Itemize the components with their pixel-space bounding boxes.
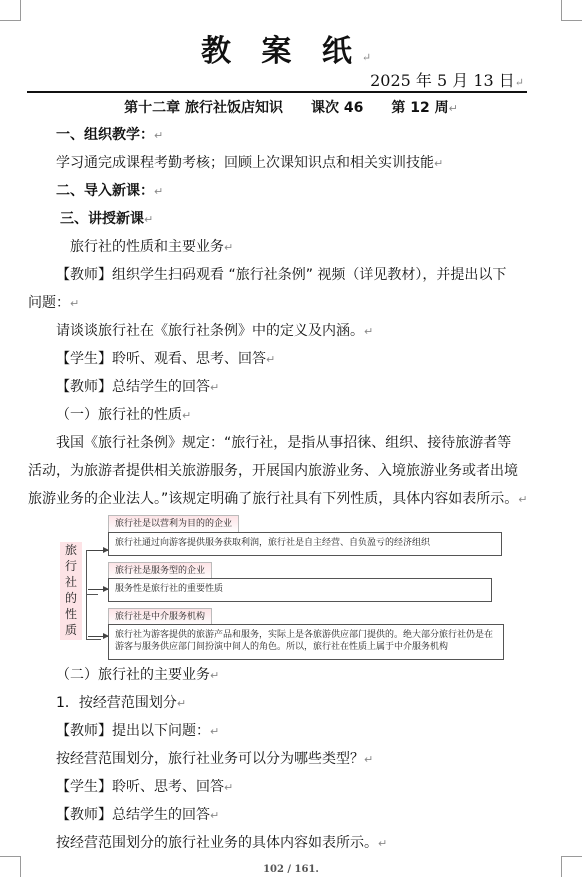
list-item-scope: 1．按经营范围划分↵ bbox=[56, 695, 187, 711]
topic-title: 旅行社的性质和主要业务↵ bbox=[70, 239, 234, 255]
chapter-name: 第十二章 旅行社饭店知识 bbox=[124, 100, 284, 116]
teacher-question-prompt: 【教师】提出以下问题：↵ bbox=[56, 723, 220, 739]
diagram-row-1-header: 旅行社是以营利为目的的企业 bbox=[108, 515, 239, 533]
diagram-row-2-content: 服务性是旅行社的重要性质 bbox=[108, 578, 492, 602]
lesson-number: 课次 46 bbox=[311, 100, 364, 116]
diagram-bracket bbox=[86, 550, 101, 640]
week-number: 第 12 周 bbox=[391, 100, 449, 116]
diagram-row-3-arrow bbox=[88, 636, 108, 637]
chapter-heading: 第十二章 旅行社饭店知识 课次 46 第 12 周↵ bbox=[124, 100, 458, 116]
subsection-nature: （一）旅行社的性质↵ bbox=[56, 407, 192, 423]
section-heading-organize: 一、组织教学：↵ bbox=[56, 127, 164, 143]
crop-mark-top-right bbox=[561, 0, 582, 21]
teacher-summary-2: 【教师】总结学生的回答↵ bbox=[56, 807, 220, 823]
diagram-row-2-arrow bbox=[88, 589, 108, 590]
crop-mark-top-left bbox=[0, 0, 21, 21]
lesson-date: 2025 年 5 月 13 日↵ bbox=[370, 71, 524, 90]
organize-text: 学习通完成课程考勤考核；回顾上次课知识点和相关实训技能↵ bbox=[56, 155, 444, 171]
teacher-instruction-line-1: 【教师】组织学生扫码观看 “旅行社条例” 视频（详见教材），并提出以下 bbox=[56, 267, 507, 283]
diagram-row-1-arrow bbox=[88, 550, 108, 551]
diagram-row-2-header: 旅行社是服务型的企业 bbox=[108, 562, 212, 580]
scope-question: 按经营范围划分，旅行社业务可以分为哪些类型？↵ bbox=[56, 751, 374, 767]
subsection-business: （二）旅行社的主要业务↵ bbox=[56, 667, 220, 683]
regulation-line-3: 旅游业务的企业法人。”该规定明确了旅行社具有下列性质，具体内容如表所示。↵ bbox=[28, 491, 528, 507]
section-heading-teach: 三、讲授新课↵ bbox=[60, 211, 154, 227]
diagram-bracket-mid bbox=[86, 594, 98, 595]
diagram-row-1-content: 旅行社通过向游客提供服务获取利润，旅行社是自主经营、自负盈亏的经济组织 bbox=[108, 532, 502, 556]
student-activity: 【学生】聆听、观看、思考、回答↵ bbox=[56, 351, 276, 367]
diagram-side-label: 旅行社的性质 bbox=[60, 542, 82, 640]
nature-diagram bbox=[58, 512, 504, 662]
diagram-row-3-content: 旅行社为游客提供的旅游产品和服务，实际上是各旅游供应部门提供的。绝大部分旅行社仍是在游客与服务供应部门间扮演中间人的角色。所以，旅行社在性质上属于中介服务机构 bbox=[108, 624, 504, 660]
diagram-row-3-header: 旅行社是中介服务机构 bbox=[108, 608, 212, 626]
section-heading-intro: 二、导入新课：↵ bbox=[56, 183, 164, 199]
student-activity-2: 【学生】聆听、思考、回答↵ bbox=[56, 779, 234, 795]
table-reference: 按经营范围划分的旅行社业务的具体内容如表所示。↵ bbox=[56, 835, 388, 851]
regulation-line-1: 我国《旅行社条例》规定：“旅行社，是指从事招徕、组织、接待旅游者等 bbox=[56, 435, 512, 451]
header-rule bbox=[27, 91, 527, 93]
teacher-instruction-line-2: 问题：↵ bbox=[28, 295, 80, 311]
teacher-summary: 【教师】总结学生的回答↵ bbox=[56, 379, 220, 395]
regulation-line-2: 活动，为旅游者提供相关旅游服务，开展国内旅游业务、入境旅游业务或者出境 bbox=[28, 463, 518, 479]
question-text: 请谈谈旅行社在《旅行社条例》中的定义及内涵。↵ bbox=[56, 323, 374, 339]
page-title: 教 案 纸↵ bbox=[200, 34, 382, 69]
page-number: 102 / 161. bbox=[263, 864, 319, 875]
